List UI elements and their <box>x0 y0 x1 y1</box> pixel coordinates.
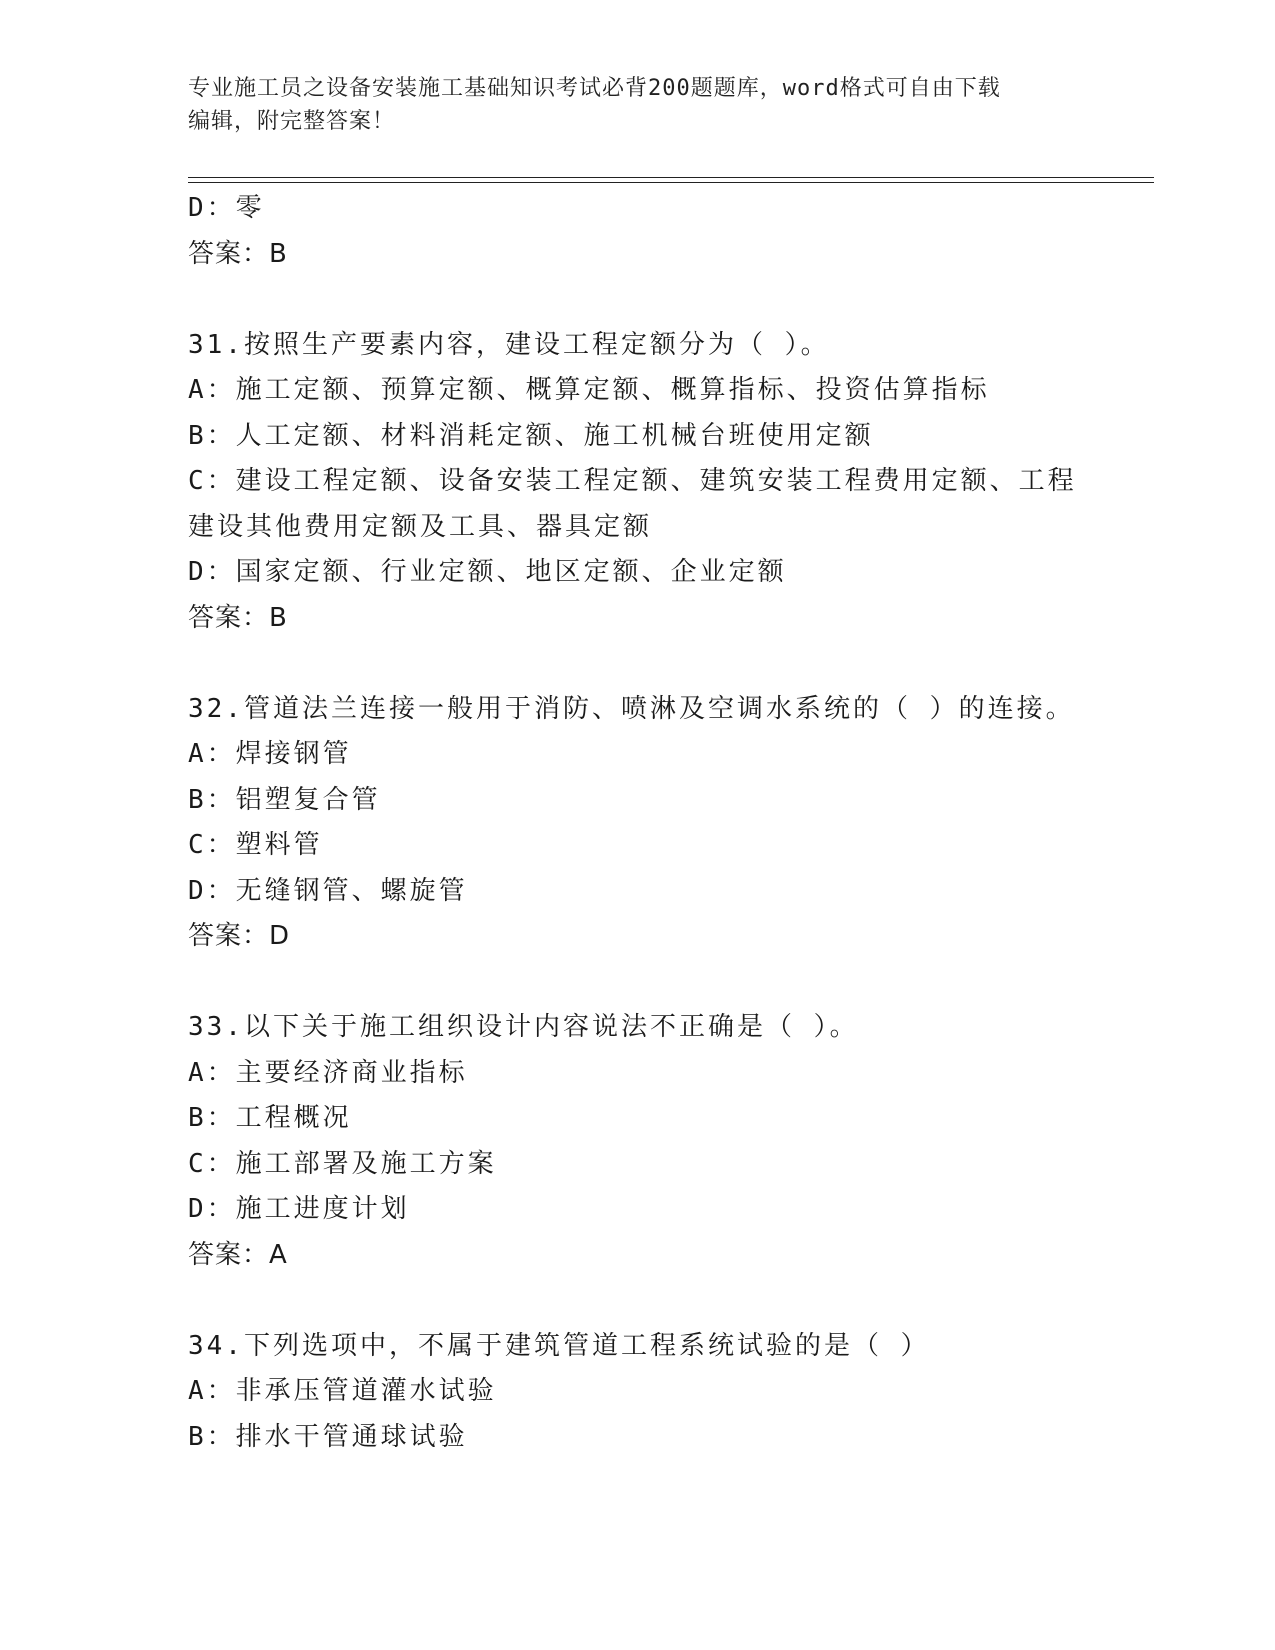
question-stem: 32.管道法兰连接一般用于消防、喷淋及空调水系统的（ ）的连接。 <box>188 693 1075 724</box>
header-title-line-2: 编辑，附完整答案！ <box>188 109 396 134</box>
option-b: B：工程概况 <box>188 1103 352 1133</box>
option-c: C：建设工程定额、设备安装工程定额、建筑安装工程费用定额、工程 <box>188 466 1077 496</box>
option-c: C：塑料管 <box>188 830 323 860</box>
option-a: A：非承压管道灌水试验 <box>188 1376 497 1406</box>
option-a: A：主要经济商业指标 <box>188 1057 468 1088</box>
option-c: C：施工部署及施工方案 <box>188 1148 497 1179</box>
question-list <box>188 186 1088 1460</box>
spacer <box>188 641 1088 687</box>
option-d: D：零 <box>188 193 265 223</box>
option-d: D：施工进度计划 <box>188 1194 410 1224</box>
spacer <box>188 960 1088 1006</box>
spacer <box>188 277 1088 323</box>
question-stem: 31.按照生产要素内容，建设工程定额分为（ ）。 <box>188 329 830 360</box>
option-a: A：施工定额、预算定额、概算定额、概算指标、投资估算指标 <box>188 375 990 405</box>
option-b: B：铝塑复合管 <box>188 784 381 815</box>
header-divider <box>188 177 1154 183</box>
option-b: B：人工定额、材料消耗定额、施工机械台班使用定额 <box>188 420 874 451</box>
spacer <box>188 1278 1088 1324</box>
answer-label: 答案：B <box>188 602 288 633</box>
option-c-continued: 建设其他费用定额及工具、器具定额 <box>188 511 653 542</box>
answer-label: 答案：B <box>188 238 288 269</box>
option-d: D：无缝钢管、螺旋管 <box>188 875 468 906</box>
document-header <box>188 72 1088 138</box>
question-stem: 33.以下关于施工组织设计内容说法不正确是（ ）。 <box>188 1012 859 1042</box>
header-title-line-1: 专业施工员之设备安装施工基础知识考试必背200题题库，word格式可自由下载 <box>188 76 1001 101</box>
answer-label: 答案：D <box>188 921 291 951</box>
option-d: D：国家定额、行业定额、地区定额、企业定额 <box>188 557 787 587</box>
question-stem: 34.下列选项中，不属于建筑管道工程系统试验的是（ ） <box>188 1330 930 1361</box>
option-b: B：排水干管通球试验 <box>188 1421 468 1452</box>
option-a: A：焊接钢管 <box>188 739 352 769</box>
answer-label: 答案：A <box>188 1239 288 1270</box>
